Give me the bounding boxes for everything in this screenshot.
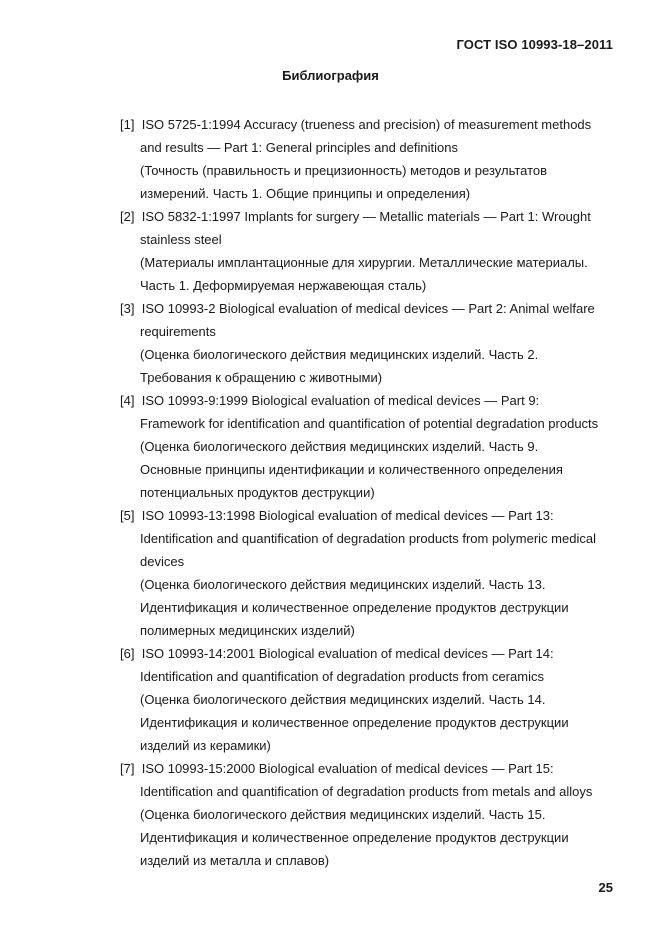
reference-russian-title: (Оценка биологического действия медицинских изделий. Часть 15. bbox=[140, 807, 546, 822]
reference-russian-title: Часть 1. Деформируемая нержавеющая сталь) bbox=[140, 278, 427, 293]
reference-english-title: devices bbox=[140, 554, 185, 569]
reference-russian-title: (Оценка биологического действия медицинских изделий. Часть 2. bbox=[140, 347, 539, 362]
page-number: 25 bbox=[598, 880, 613, 895]
reference-english-title: ISO 10993-14:2001 Biological evaluation of medical devices — Part 14: bbox=[141, 646, 554, 661]
reference-number: [5] bbox=[120, 508, 135, 523]
reference-item bbox=[120, 113, 620, 205]
reference-russian-title: измерений. Часть 1. Общие принципы и определения) bbox=[140, 186, 471, 201]
reference-number: [7] bbox=[120, 761, 135, 776]
reference-russian-title: Идентификация и количественное определение продуктов деструкции bbox=[140, 600, 569, 615]
reference-number: [4] bbox=[120, 393, 135, 408]
reference-russian-title: полимерных медицинских изделий) bbox=[140, 623, 355, 638]
reference-item bbox=[120, 297, 620, 389]
reference-number: [2] bbox=[120, 209, 135, 224]
reference-russian-title: потенциальных продуктов деструкции) bbox=[140, 485, 375, 500]
reference-item bbox=[120, 205, 620, 297]
reference-list bbox=[120, 113, 620, 872]
reference-english-title: ISO 10993-13:1998 Biological evaluation of medical devices — Part 13: bbox=[141, 508, 554, 523]
reference-item bbox=[120, 504, 620, 642]
reference-russian-title: Идентификация и количественное определение продуктов деструкции bbox=[140, 830, 569, 845]
reference-russian-title: (Оценка биологического действия медицинских изделий. Часть 9. bbox=[140, 439, 539, 454]
reference-item bbox=[120, 389, 620, 504]
reference-number: [6] bbox=[120, 646, 135, 661]
reference-russian-title: изделий из керамики) bbox=[140, 738, 271, 753]
standard-code-header: ГОСТ ISO 10993-18–2011 bbox=[456, 37, 613, 52]
reference-russian-title: Идентификация и количественное определение продуктов деструкции bbox=[140, 715, 569, 730]
reference-russian-title: (Оценка биологического действия медицинских изделий. Часть 14. bbox=[140, 692, 546, 707]
reference-english-title: requirements bbox=[140, 324, 216, 339]
bibliography-title: Библиография bbox=[282, 68, 379, 83]
reference-russian-title: (Точность (правильность и прецизионность) методов и результатов bbox=[140, 163, 548, 178]
reference-item bbox=[120, 642, 620, 757]
reference-russian-title: (Оценка биологического действия медицинских изделий. Часть 13. bbox=[140, 577, 546, 592]
reference-english-title: ISO 10993-2 Biological evaluation of medical devices — Part 2: Animal welfare bbox=[141, 301, 595, 316]
reference-russian-title: изделий из металла и сплавов) bbox=[140, 853, 330, 868]
reference-number: [3] bbox=[120, 301, 135, 316]
reference-english-title: Identification and quantification of degradation products from polymeric medical bbox=[140, 531, 596, 546]
reference-english-title: Framework for identification and quantification of potential degradation products bbox=[140, 416, 599, 431]
reference-english-title: Identification and quantification of degradation products from metals and alloys bbox=[140, 784, 593, 799]
reference-english-title: ISO 10993-15:2000 Biological evaluation of medical devices — Part 15: bbox=[141, 761, 554, 776]
reference-english-title: stainless steel bbox=[140, 232, 222, 247]
reference-english-title: Identification and quantification of degradation products from ceramics bbox=[140, 669, 544, 684]
reference-russian-title: (Материалы имплантационные для хирургии. Металлические материалы. bbox=[140, 255, 588, 270]
reference-english-title: ISO 10993-9:1999 Biological evaluation of medical devices — Part 9: bbox=[141, 393, 540, 408]
reference-number: [1] bbox=[120, 117, 135, 132]
reference-russian-title: Основные принципы идентификации и количественного определения bbox=[140, 462, 563, 477]
reference-english-title: ISO 5832-1:1997 Implants for surgery — Metallic materials — Part 1: Wrought bbox=[141, 209, 591, 224]
reference-russian-title: Требования к обращению с животными) bbox=[140, 370, 383, 385]
reference-english-title: ISO 5725-1:1994 Accuracy (trueness and precision) of measurement methods bbox=[141, 117, 592, 132]
reference-item bbox=[120, 757, 620, 872]
reference-english-title: and results — Part 1: General principles and definitions bbox=[140, 140, 458, 155]
